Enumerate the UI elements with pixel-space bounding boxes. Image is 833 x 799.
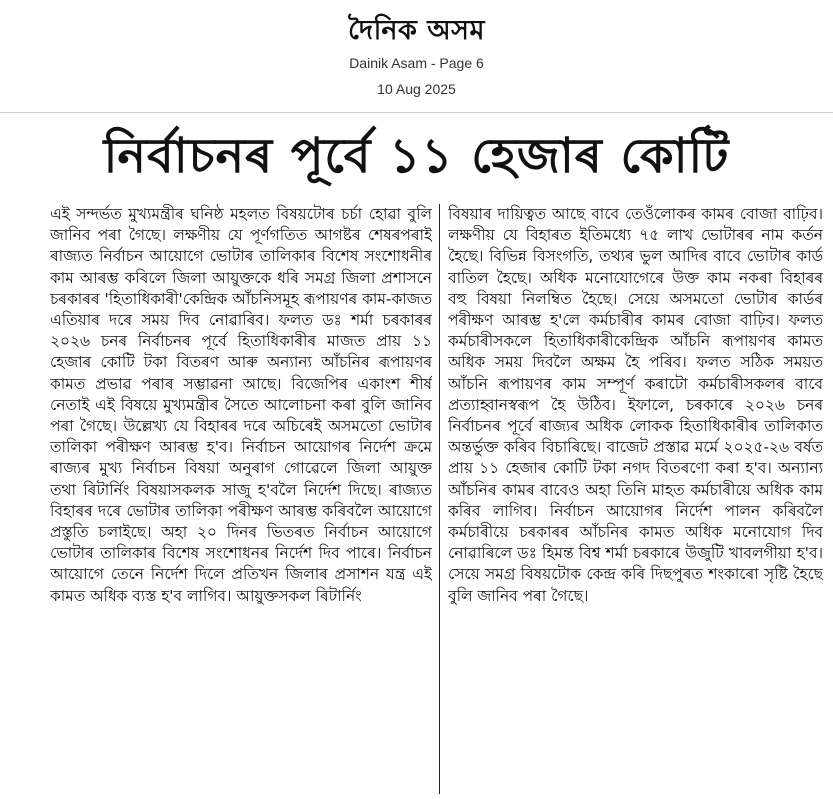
article-column-left: [50, 204, 432, 796]
publication-date: 10 Aug 2025: [377, 81, 456, 97]
newspaper-logo: দৈনিক অসম: [348, 15, 485, 46]
article-body-right: বিষয়াৰ দায়িত্বত আছে বাবে তেওঁলোকৰ কামৰ বোজা বাঢ়িব। লক্ষণীয় যে বিহাৰত ইতিমধ্যে ৭৫ লাখ ভোটাৰৰ নাম কৰ্তন হৈছে। বিভিন্ন বিসংগতি, তথ্যৰ ভুল আদিৰ বাবে ভোটাৰ কাৰ্ড বাতিল হৈছে। অধিক মনোযোগেৰে উক্ত কাম নকৰা বিহাৰৰ বহু বিষয়া নিলম্বিত হৈছে। সেয়ে অসমতো ভোটাৰ কাৰ্ডৰ পৰীক্ষণ আৰম্ভ হ'লে কৰ্মচাৰীৰ কামৰ বোজা বাঢ়িব। ফলত কৰ্মচাৰীসকলে হিতাধিকাৰীকেন্দ্ৰিক আঁচনি ৰূপায়ণৰ কামত অধিক সময় দিবলৈ অক্ষম হৈ পৰিব। ফলত সঠিক সময়ত আঁচনি ৰূপায়ণৰ কাম সম্পূৰ্ণ কৰাটো কৰ্মচাৰীসকলৰ বাবে প্ৰত্যাহ্বানস্বৰূপ হৈ উঠিব। ইফালে, চৰকাৰে ২০২৬ চনৰ নিৰ্বাচনৰ পূৰ্বে ৰাজ্যৰ অধিক লোকক হিতাধিকাৰীৰ তালিকাত অন্তৰ্ভুক্ত কৰিব বিচাৰিছে। বাজেট প্ৰস্তাৱ মৰ্মে ২০২৫-২৬ বৰ্ষত প্ৰায় ১১ হেজাৰ কোটি টকা নগদ বিতৰণো কৰা হ'ব। অন্যান্য আঁচনিৰ কামৰ বাবেও অহা তিনি মাহত কৰ্মচাৰীয়ে অধিক কাম কৰিব লাগিব। নিৰ্বাচন আয়োগৰ নিৰ্দেশ পালন কৰিবলৈ কৰ্মচাৰীয়ে চৰকাৰৰ আঁচনিৰ কামত অধিক মনোযোগ দিব নোৱাৰিলে ডঃ হিমন্ত বিশ্ব শৰ্মা চৰকাৰে উজুটি খাবলগীয়া হ'ব। সেয়ে সমগ্ৰ বিষয়টোক কেন্দ্ৰ কৰি দিছপুৰত শংকাৰো সৃষ্টি হৈছে বুলি জানিব পৰা গৈছে।: [448, 205, 823, 605]
column-divider: [439, 204, 440, 794]
masthead: [0, 0, 833, 112]
publication-page-label: Dainik Asam - Page 6: [349, 55, 484, 71]
masthead-divider: [0, 112, 833, 113]
article-body-left: এই সন্দৰ্ভত মুখ্যমন্ত্ৰীৰ ঘনিষ্ঠ মহলত বিষয়টোৰ চৰ্চা হোৱা বুলি জানিব পৰা গৈছে। লক্ষণীয় যে পূৰ্ণগতিত আগষ্টৰ শেষৰপৰাই ৰাজ্যত নিৰ্বাচন আয়োগে ভোটাৰ তালিকাৰ বিশেষ সংশোধনীৰ কাম আৰম্ভ কৰিলে জিলা আয়ুক্তকে ধৰি সমগ্ৰ জিলা প্ৰশাসনে চৰকাৰৰ 'হিতাধিকাৰী'কেন্দ্ৰিক আঁচনিসমূহ ৰূপায়ণৰ কাম-কাজত এতিয়াৰ দৰে সময় দিব নোৱাৰিব। ফলত ডঃ শৰ্মা চৰকাৰৰ ২০২৬ চনৰ নিৰ্বাচনৰ পূৰ্বে হিতাধিকাৰীৰ মাজত প্ৰায় ১১ হেজাৰ কোটি টকা বিতৰণ আৰু অন্যান্য আঁচনিৰ ৰূপায়ণৰ কামত প্ৰভাৱ পৰাৰ সম্ভাৱনা আছে। বিজেপিৰ একাংশ শীৰ্ষ নেতাই এই বিষয়ে মুখ্যমন্ত্ৰীৰ সৈতে আলোচনা কৰা বুলি জানিব পৰা গৈছে। উল্লেখ্য যে বিহাৰৰ দৰে অচিৰেই অসমতো ভোটাৰ তালিকা পৰীক্ষণ আৰম্ভ হ'ব। নিৰ্বাচন আয়োগৰ নিৰ্দেশ ক্ৰমে ৰাজ্যৰ মুখ্য নিৰ্বাচন বিষয়া অনুৰাগ গোৱেলে জিলা আয়ুক্ত তথা ৰিটাৰ্নিং বিষয়াসকলক সাজু হ'বলৈ নিৰ্দেশ দিছে। ৰাজ্যত বিহাৰৰ দৰে ভোটাৰ তালিকা পৰীক্ষণ আৰম্ভ কৰিবলৈ আয়োগে প্ৰস্তুতি চলাইছে। অহা ২০ দিনৰ ভিতৰত নিৰ্বাচন আয়োগে ভোটাৰ তালিকাৰ বিশেষ সংশোধনৰ নিৰ্দেশ দিব পাৰে। নিৰ্বাচন আয়োগে তেনে নিৰ্দেশ দিলে প্ৰতিখন জিলাৰ প্ৰসাশন যন্ত্ৰ এই কামত অধিক ব্যস্ত হ'ব লাগিব। আয়ুক্তসকল ৰিটাৰ্নিং: [50, 205, 432, 605]
article-column-right: [448, 204, 823, 796]
article-headline: নিৰ্বাচনৰ পূৰ্বে ১১ হেজাৰ কোটি: [103, 128, 730, 184]
